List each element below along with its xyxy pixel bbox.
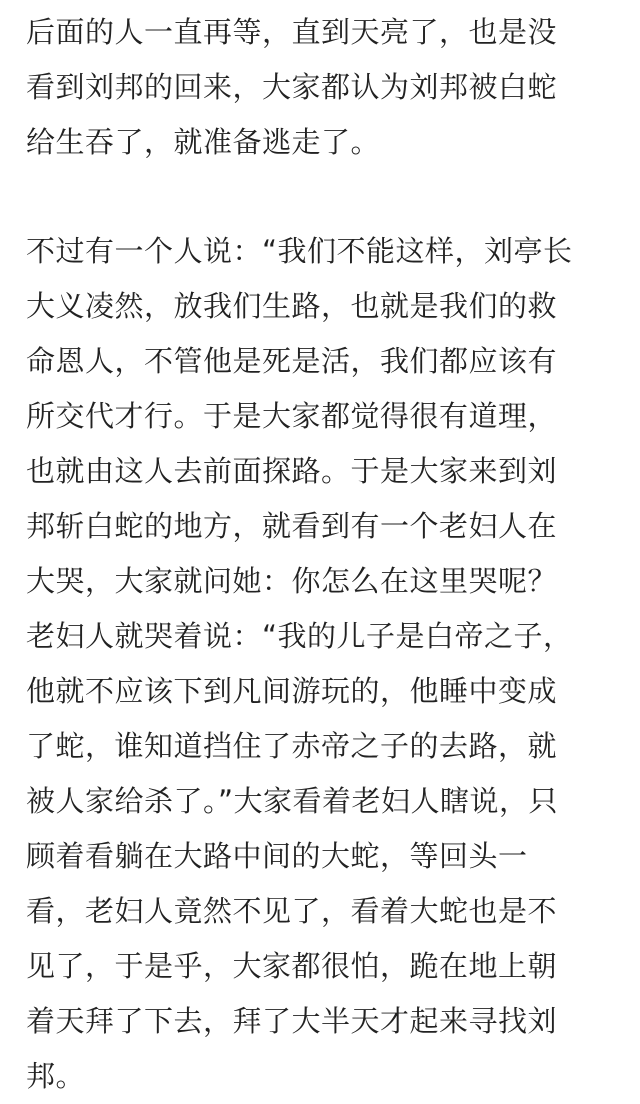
text-line: 了蛇，谁知道挡住了赤帝之子的去路，就 — [26, 729, 558, 763]
text-line: 老妇人就哭着说：“我的儿子是白帝之子， — [26, 619, 573, 653]
text-line: 见了，于是乎，大家都很怕，跪在地上朝 — [26, 949, 558, 983]
text-line: 被人家给杀了。”大家看着老妇人瞎说，只 — [26, 784, 559, 818]
article-body — [26, 5, 626, 1104]
text-line: 后面的人一直再等，直到天亮了，也是没 — [26, 15, 558, 49]
text-line: 大哭，大家就问她：你怎么在这里哭呢？ — [26, 564, 558, 598]
text-line: 所交代才行。于是大家都觉得很有道理， — [26, 399, 558, 433]
text-line: 邦斩白蛇的地方，就看到有一个老妇人在 — [26, 509, 558, 543]
text-line: 邦。 — [26, 1059, 86, 1093]
paragraph-1 — [26, 5, 626, 170]
text-line: 大义凌然，放我们生路，也就是我们的救 — [26, 289, 558, 323]
text-line: 顾着看躺在大路中间的大蛇，等回头一 — [26, 839, 528, 873]
paragraph-2 — [26, 224, 626, 1104]
text-line: 看，老妇人竟然不见了，看着大蛇也是不 — [26, 894, 558, 928]
paragraph-spacer — [26, 170, 626, 224]
text-line: 看到刘邦的回来，大家都认为刘邦被白蛇 — [26, 70, 558, 104]
text-line: 着天拜了下去，拜了大半天才起来寻找刘 — [26, 1004, 558, 1038]
text-line: 不过有一个人说：“我们不能这样，刘亭长 — [26, 234, 573, 268]
text-line: 给生吞了，就准备逃走了。 — [26, 125, 381, 159]
text-line: 也就由这人去前面探路。于是大家来到刘 — [26, 454, 558, 488]
text-line: 命恩人，不管他是死是活，我们都应该有 — [26, 344, 558, 378]
text-line: 他就不应该下到凡间游玩的，他睡中变成 — [26, 674, 558, 708]
